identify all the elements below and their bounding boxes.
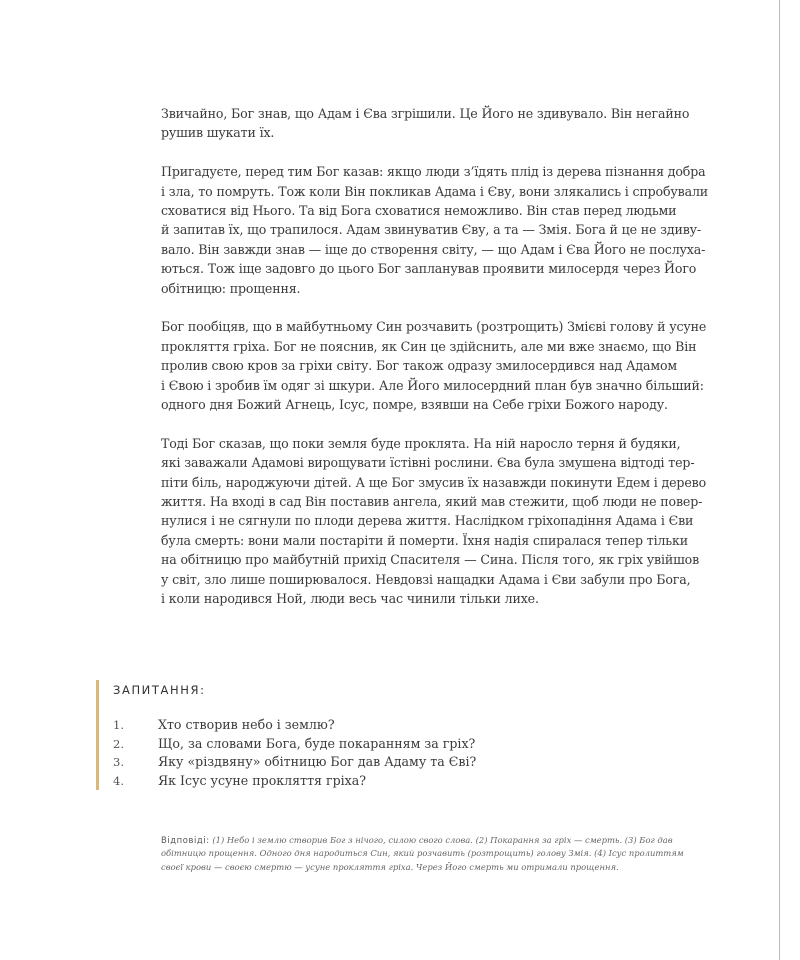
question-item (113, 772, 476, 791)
question-text: Що, за словами Бога, буде покаранням за гріх? (158, 735, 476, 751)
text-line: Звичайно, Бог знав, що Адам і Єва згрішили. Це Його не здивувало. Він негайно (161, 106, 690, 121)
accent-bar (96, 680, 99, 790)
text-line: і коли народився Ной, люди весь час чинили тільки лихе. (161, 591, 539, 607)
answer-text: (1) Небо і землю створив Бог з нічого, силою свого слова. (2) Покарання за гріх — смерть. (3) Бог дав (212, 835, 673, 845)
text-line: і Євою і зробив їм одяг зі шкури. Але Його милосердний план був значно більший: (161, 377, 704, 393)
text-line: обітницю: прощення. (161, 280, 301, 296)
paragraph-3 (161, 317, 707, 414)
text-line: життя. На вході в сад Він поставив ангела, який мав стежити, щоб люди не повер- (161, 494, 703, 510)
questions-list (113, 716, 476, 790)
text-line: пролив свою кров за гріхи світу. Бог також одразу змилосердився над Адамом (161, 358, 678, 374)
question-text: Яку «різдвяну» обітницю Бог дав Адаму та Єві? (158, 754, 477, 769)
text-line: прокляття гріха. Бог не пояснив, як Син це здійснить, але ми вже знаємо, що Він (161, 338, 697, 354)
page-edge-line (779, 0, 780, 960)
text-line: сховатися від Нього. Та від Бога сховатися неможливо. Він став перед людьми (161, 203, 677, 219)
body-text (161, 104, 709, 628)
text-line: одного дня Божий Агнець, Ісус, помре, взявши на Себе гріхи Божого народу. (161, 397, 668, 413)
answer-line: своєї крови — своєю смертю — усуне прокляття гріха. Через Його смерть ми отримали прощення. (161, 861, 619, 872)
text-line: на обітницю про майбутній прихід Спасителя — Сина. Після того, як гріх увійшов (161, 552, 700, 568)
text-line: нулися і не сягнули по плоди дерева життя. Наслідком гріхопадіння Адама і Єви (161, 513, 694, 529)
question-number: 4. (113, 773, 124, 788)
text-line: у світ, зло лише поширювалося. Невдовзі нащадки Адама і Єви забули про Бога, (161, 571, 691, 587)
paragraph-2 (161, 162, 709, 298)
questions-title: ЗАПИТАННЯ: (113, 683, 206, 697)
text-line: вало. Він завжди знав — іще до створення світу, — що Адам і Єва Його не послуха- (161, 241, 706, 257)
question-number: 1. (113, 718, 124, 732)
text-line: Бог пообіцяв, що в майбутньому Син розчавить (розтрощить) Змієві голову й усуне (161, 319, 707, 335)
text-line: й запитав їх, що трапилося. Адам звинуватив Єву, а та — Змія. Бога й це не здиву- (161, 222, 702, 238)
text-line: була смерть: вони мали постаріти й померти. Їхня надія спиралася тепер тільки (161, 532, 688, 548)
question-text: Як Ісус усуне прокляття гріха? (158, 772, 367, 788)
text-line: рушив шукати їх. (161, 125, 275, 141)
question-item (113, 716, 476, 735)
answer-line (161, 834, 681, 847)
text-line: Пригадуєте, перед тим Бог казав: якщо люди з’їдять плід із дерева пізнання добра (161, 164, 706, 180)
answers-section (161, 834, 684, 874)
question-item (113, 753, 476, 772)
question-item (113, 735, 476, 754)
text-line: які заважали Адамові вирощувати їстівні рослини. Єва була змушена відтоді тер- (161, 455, 695, 471)
text-line: ються. Тож іще задовго до цього Бог запланував проявити милосердя через Його (161, 261, 697, 277)
paragraph-1 (161, 104, 690, 143)
question-number: 2. (113, 736, 124, 751)
answer-line: обітницю прощення. Одного дня народиться Син, який розчавить (розтрощить) голову Змія. (4) Ісус пролиттям (161, 848, 684, 859)
question-text: Хто створив небо і землю? (158, 717, 335, 732)
question-number: 3. (113, 755, 124, 769)
text-line: Тоді Бог сказав, що поки земля буде проклята. На ній наросло терня й будяки, (161, 435, 681, 451)
answers-label: Відповіді: (161, 835, 210, 845)
text-line: піти біль, народжуючи дітей. А ще Бог змусив їх назавжди покинути Едем і дерево (161, 474, 707, 490)
text-line: і зла, то помруть. Тож коли Він покликав Адама і Єву, вони злякались і спробували (161, 183, 709, 199)
paragraph-4 (161, 434, 707, 609)
